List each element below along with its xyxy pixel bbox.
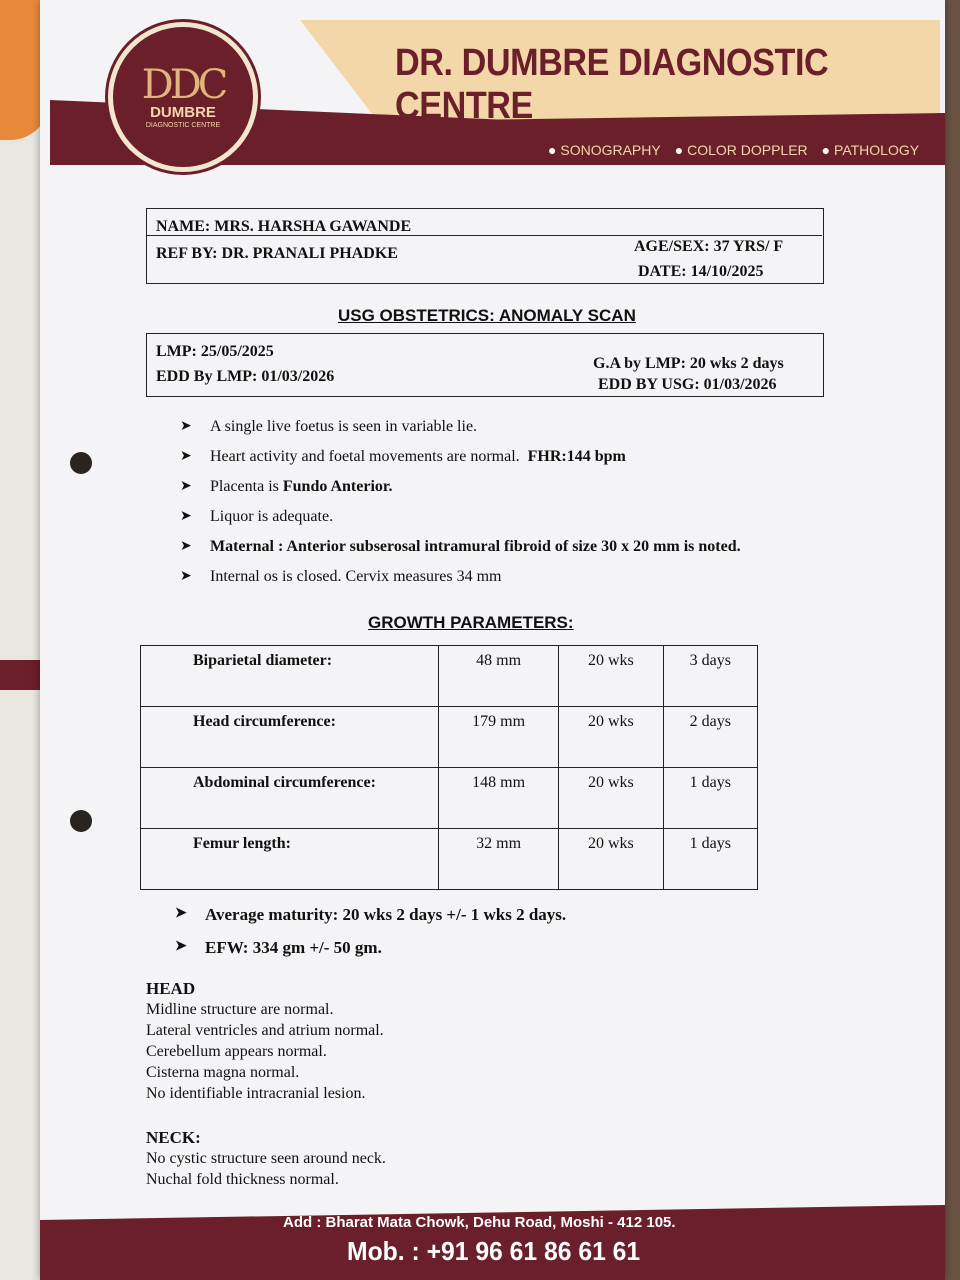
parameter-name: Head circumference: [141,707,439,768]
average-maturity: Average maturity: 20 wks 2 days +/- 1 wks 2 days. [205,905,567,924]
parameter-days: 1 days [663,768,757,829]
note-line: Cisterna magna normal. [146,1064,300,1081]
neck-section [146,1127,386,1190]
head-section [146,978,384,1104]
parameter-size: 48 mm [439,646,559,707]
table-row [141,768,758,829]
growth-parameters-table [140,645,758,890]
table-row [141,646,758,707]
lmp-date: LMP: 25/05/2025 [156,343,274,360]
parameter-size: 32 mm [439,829,559,890]
summary-list [175,905,566,971]
centre-name: DR. DUMBRE DIAGNOSTIC CENTRE [395,42,829,127]
arrow-bullet-icon: ➤ [180,479,192,494]
report-title: USG OBSTETRICS: ANOMALY SCAN [338,306,636,325]
centre-logo [108,22,258,172]
parameter-weeks: 20 wks [559,829,663,890]
note-line: No cystic structure seen around neck. [146,1150,386,1167]
background-fragment [0,660,40,690]
service-item: ● COLOR DOPPLER [675,142,808,158]
parameter-name: Femur length: [141,829,439,890]
table-row [141,829,758,890]
note-line: Lateral ventricles and atrium normal. [146,1022,384,1039]
parameter-days: 1 days [663,829,757,890]
growth-parameters-title: GROWTH PARAMETERS: [368,613,574,632]
report-sheet [40,0,945,1280]
parameter-days: 3 days [663,646,757,707]
centre-mobile: Mob. : +91 96 61 86 61 61 [347,1236,641,1266]
arrow-bullet-icon: ➤ [180,449,192,464]
parameter-name: Biparietal diameter: [141,646,439,707]
parameter-size: 179 mm [439,707,559,768]
parameter-size: 148 mm [439,768,559,829]
arrow-bullet-icon: ➤ [180,509,192,524]
punch-hole [70,810,92,832]
logo-name: DUMBRE [150,104,216,122]
service-item: ● SONOGRAPHY [548,142,661,158]
centre-address: Add : Bharat Mata Chowk, Dehu Road, Moshi - 412 105. [283,1214,676,1231]
note-line: No identifiable intracranial lesion. [146,1085,366,1102]
ga-by-lmp: G.A by LMP: 20 wks 2 days [593,355,784,372]
arrow-bullet-icon: ➤ [175,939,187,954]
finding-item: ➤ Internal os is closed. Cervix measures 34 mm [180,568,502,585]
summary-item [175,938,566,971]
arrow-bullet-icon: ➤ [180,569,192,584]
parameter-weeks: 20 wks [559,646,663,707]
referred-by: REF BY: DR. PRANALI PHADKE [156,245,398,262]
logo-mark: DDC [141,62,225,109]
findings-list [180,418,741,598]
edd-by-lmp: EDD By LMP: 01/03/2026 [156,368,335,385]
parameter-days: 2 days [663,707,757,768]
section-heading: HEAD [146,979,196,998]
patient-name: NAME: MRS. HARSHA GAWANDE [156,218,412,235]
finding-item: ➤ Maternal : Anterior subserosal intramural fibroid of size 30 x 20 mm is noted. [180,538,741,555]
note-line: Midline structure are normal. [146,1001,334,1018]
punch-hole [70,452,92,474]
arrow-bullet-icon: ➤ [175,906,187,921]
parameter-weeks: 20 wks [559,768,663,829]
note-line: Cerebellum appears normal. [146,1043,327,1060]
finding-item: ➤ A single live foetus is seen in variable lie. [180,418,478,435]
arrow-bullet-icon: ➤ [180,539,192,554]
logo-subtitle: DIAGNOSTIC CENTRE [145,121,221,129]
summary-item [175,905,566,938]
finding-item: ➤ Placenta is Fundo Anterior. [180,478,393,495]
parameter-name: Abdominal circumference: [141,768,439,829]
age-sex: AGE/SEX: 37 YRS/ F [634,238,784,255]
estimated-fetal-weight: EFW: 334 gm +/- 50 gm. [205,938,382,957]
note-line: Nuchal fold thickness normal. [146,1171,339,1188]
edd-by-usg: EDD BY USG: 01/03/2026 [598,376,777,393]
section-heading: NECK: [146,1128,201,1147]
arrow-bullet-icon: ➤ [180,419,192,434]
finding-item: ➤ Heart activity and foetal movements are normal. FHR:144 bpm [180,448,626,465]
finding-item: ➤ Liquor is adequate. [180,508,334,525]
table-row [141,707,758,768]
services-list [548,142,919,158]
service-item: ● PATHOLOGY [822,142,919,158]
report-date: DATE: 14/10/2025 [638,263,764,280]
parameter-weeks: 20 wks [559,707,663,768]
